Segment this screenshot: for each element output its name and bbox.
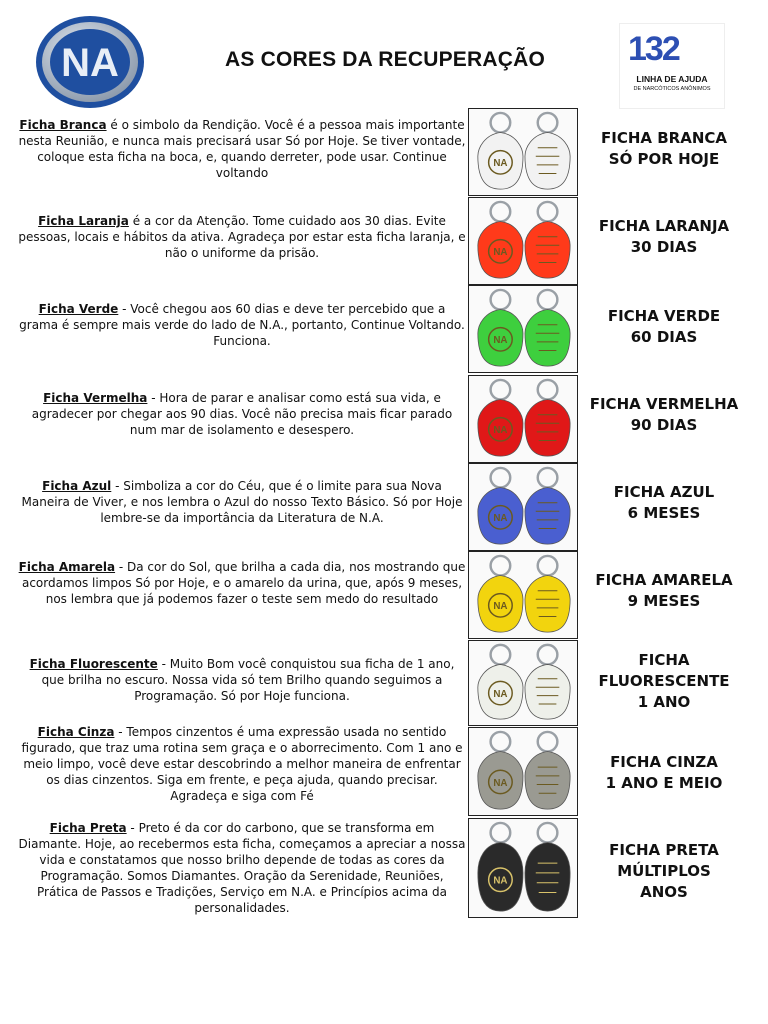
na-logo <box>34 14 146 110</box>
keytag-name: Ficha Amarela <box>18 560 116 574</box>
keytag-label <box>580 840 748 903</box>
keytag-label-line: FICHA VERDE <box>607 307 721 325</box>
keytag-description <box>18 301 466 349</box>
keytag-text: - Simboliza a cor do Céu, que é o limite para sua Nova Maneira de Viver, e nos lembra o Azul do nosso Texto Básico. Só por Hoje lembre-se da importância da Literatura de N.A. <box>21 479 463 525</box>
keytag-photo <box>468 640 578 726</box>
keytag-label-line: FICHA PRETA <box>609 841 719 859</box>
keytag-text: - Muito Bom você conquistou sua ficha de 1 ano, que brilha no escuro. Nossa vida só tem Brilho quando seguimos a Programação. Só por Hoje funciona. <box>41 657 455 703</box>
keytag-label-line: SÓ POR HOJE <box>608 150 720 168</box>
keytag-label-line: FICHA LARANJA <box>598 217 730 235</box>
keytag-name: Ficha Preta <box>49 821 127 835</box>
keytag-photo <box>468 197 578 285</box>
svg-text:NA: NA <box>493 601 508 613</box>
page-title: AS CORES DA RECUPERAÇÃO <box>224 48 546 71</box>
keytag-label-line: FLUORESCENTE <box>598 672 730 690</box>
keytag-name: Ficha Fluorescente <box>29 657 158 671</box>
helpline-line2: DE NARCÓTICOS ANÔNIMOS <box>633 86 711 92</box>
keytag-label-line: FICHA VERMELHA <box>589 395 739 413</box>
keytag-label <box>580 306 748 348</box>
keytag-text: - Você chegou aos 60 dias e deve ter percebido que a grama é sempre mais verde do lado de N.A., portanto, Continue Voltando. Funciona. <box>19 302 465 348</box>
keytag-label <box>580 650 748 713</box>
keytag-text: - Da cor do Sol, que brilha a cada dia, nos mostrando que acordamos limpos Só por Hoje, e o amarelo da urina, que, após 9 meses, nos lembra que já podemos fazer o teste sem medo do resultado <box>21 560 466 606</box>
keytag-description <box>18 820 466 916</box>
keytag-photo <box>468 727 578 816</box>
svg-text:NA: NA <box>493 425 508 437</box>
keytag-name: Ficha Verde <box>38 302 119 316</box>
keytag-photo <box>468 551 578 639</box>
keytag-text: - Hora de parar e analisar como está sua vida, e agradecer por chegar aos 90 dias. Você não precisa mais ficar parado num mar de isolamento e desespero. <box>31 391 453 437</box>
keytag-label <box>580 482 748 524</box>
keytag-photo <box>468 818 578 918</box>
svg-text:NA: NA <box>493 158 508 170</box>
keytag-label-line: 90 DIAS <box>630 416 698 434</box>
helpline-number: 132 <box>628 30 679 68</box>
keytag-photo <box>468 108 578 196</box>
svg-text:NA: NA <box>493 513 508 525</box>
svg-text:NA: NA <box>493 247 508 259</box>
keytag-label <box>580 570 748 612</box>
keytag-name: Ficha Azul <box>42 479 112 493</box>
keytag-text: é o simbolo da Rendição. Você é a pessoa mais importante nesta Reunião, e nunca mais precisará usar Só por Hoje. Se tiver vontade, coloque esta ficha na boca, e, quando derreter, pode usar. Continue voltando <box>18 118 466 180</box>
keytag-label-line: 1 ANO E MEIO <box>605 774 723 792</box>
keytag-name: Ficha Cinza <box>37 725 115 739</box>
svg-text:NA: NA <box>493 875 508 887</box>
keytag-name: Ficha Vermelha <box>43 391 148 405</box>
keytag-description <box>18 213 466 261</box>
keytag-text: - Tempos cinzentos é uma expressão usada no sentido figurado, que traz uma rotina sem graça e o aborrecimento. Com 1 ano e meio limpo, você deve estar descobrindo a melhor maneira de enfrentar os dias cinzentos. Siga em frente, e peça ajuda, quando precisar. Agradeça e siga com Fé <box>21 725 463 803</box>
keytag-description <box>18 724 466 804</box>
keytag-label-line: MÚLTIPLOS <box>617 862 711 880</box>
keytag-label-line: 9 MESES <box>627 592 701 610</box>
keytag-description <box>18 478 466 526</box>
helpline-logo <box>620 24 724 108</box>
keytag-label-line: FICHA AZUL <box>613 483 715 501</box>
keytag-label-line: 6 MESES <box>627 504 701 522</box>
keytag-label-line: 1 ANO <box>637 693 691 711</box>
na-logo-text: NA <box>61 41 119 85</box>
keytag-description <box>18 559 466 607</box>
keytag-label-line: ANOS <box>640 883 688 901</box>
keytag-label-line: 30 DIAS <box>630 238 698 256</box>
keytag-label-line: FICHA <box>638 651 690 669</box>
svg-text:NA: NA <box>493 335 508 347</box>
keytag-photo <box>468 285 578 373</box>
keytag-description <box>18 117 466 181</box>
keytag-label-line: 60 DIAS <box>630 328 698 346</box>
keytag-label <box>580 394 748 436</box>
keytag-label-line: FICHA CINZA <box>610 753 718 771</box>
keytag-name: Ficha Branca <box>19 118 107 132</box>
keytag-label-line: FICHA BRANCA <box>601 129 727 147</box>
keytag-description <box>18 656 466 704</box>
keytag-text: - Preto é da cor do carbono, que se transforma em Diamante. Hoje, ao recebermos esta ficha, começamos a apreciar a nossa vida e constatamos que nosso brilho depende de todas as cores da Programação. Somos Diamantes. Oração da Serenidade, Reuniões, Prática de Passos e Tradições, Serviço em N.A. e Princípios acima da personalidades. <box>18 821 466 915</box>
keytag-description <box>18 390 466 438</box>
keytag-text: é a cor da Atenção. Tome cuidado aos 30 dias. Evite pessoas, locais e hábitos da ativa. Agradeça por estar esta ficha laranja, e não o uniforme da prisão. <box>18 214 466 260</box>
keytag-label <box>580 752 748 794</box>
keytag-label <box>580 128 748 170</box>
keytag-photo <box>468 375 578 463</box>
svg-text:NA: NA <box>493 777 508 789</box>
keytag-label-line: FICHA AMARELA <box>595 571 733 589</box>
keytag-name: Ficha Laranja <box>38 214 129 228</box>
svg-text:NA: NA <box>493 689 508 700</box>
helpline-line1: LINHA DE AJUDA <box>636 74 708 84</box>
keytag-photo <box>468 463 578 551</box>
keytag-label <box>580 216 748 258</box>
